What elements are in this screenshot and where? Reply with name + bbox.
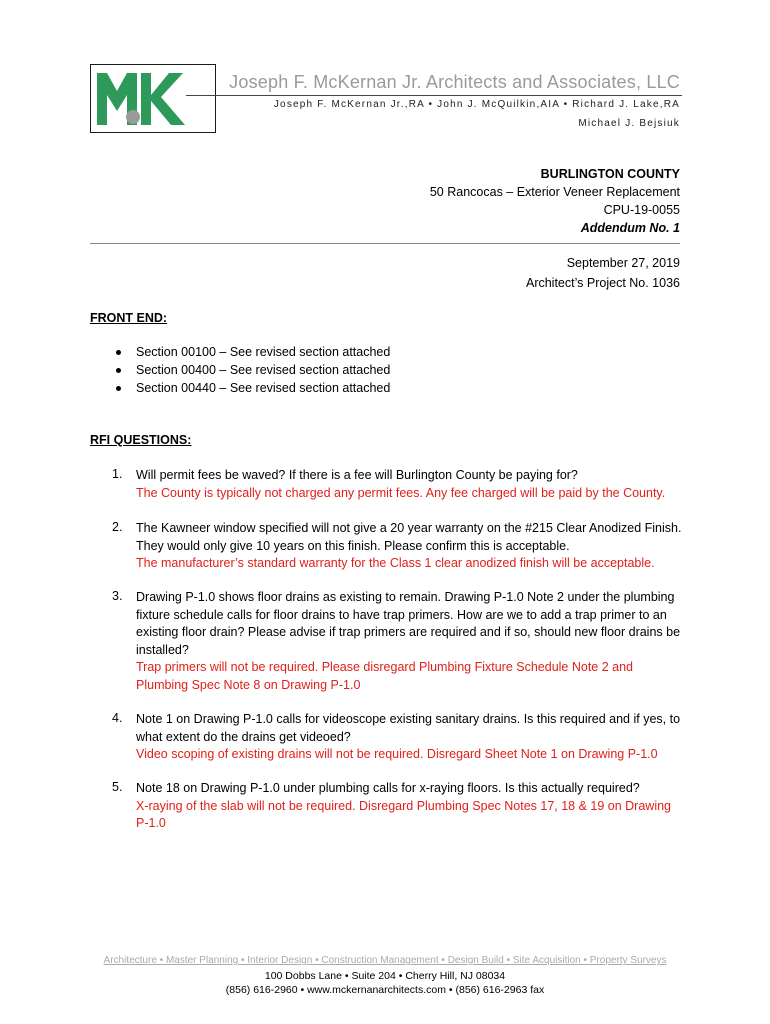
footer-services: Architecture • Master Planning • Interior Design • Construction Management • Design Build • Site Acquisition • Property Surveys — [103, 955, 667, 966]
footer-address: 100 Dobbs Lane • Suite 204 • Cherry Hill, NJ 08034 — [264, 970, 506, 982]
front-end-heading: FRONT END: — [90, 311, 168, 325]
rfi-answer: Trap primers will not be required. Please disregard Plumbing Fixture Schedule Note 2 and Plumbing Spec Note 8 on Drawing P-1.0 — [136, 660, 634, 692]
rfi-question: Drawing P-1.0 shows floor drains as existing to remain. Drawing P-1.0 Note 2 under the plumbing fixture schedule calls for floor drains to have trap primers. How are we to add a trap primer to an existing floor drain? Please advise if trap primers are required and if so, should new floor drains be installed? — [136, 590, 681, 657]
footer-contact: (856) 616-2960 • www.mckernanarchitects.com • (856) 616-2963 fax — [225, 984, 545, 996]
rfi-question: The Kawneer window specified will not give a 20 year warranty on the #215 Clear Anodized Finish. They would only give 10 years on this finish. Please confirm this is acceptable. — [136, 521, 682, 553]
project-number: CPU-19-0055 — [603, 203, 680, 217]
rfi-item — [136, 589, 686, 695]
rfi-question: Note 18 on Drawing P-1.0 under plumbing calls for x-raying floors. Is this actually required? — [136, 781, 640, 795]
rfi-answer: X-raying of the slab will not be required. Disregard Plumbing Spec Notes 17, 18 & 19 on Drawing P-1.0 — [136, 798, 672, 831]
rfi-number: 5. — [112, 780, 123, 794]
bullet-icon — [116, 350, 121, 355]
front-end-item: Section 00400 – See revised section attached — [136, 363, 391, 377]
firm-logo — [90, 64, 216, 133]
divider — [90, 243, 680, 244]
front-end-item: Section 00100 – See revised section attached — [136, 345, 391, 359]
letterhead-rule — [186, 95, 682, 96]
project-title: 50 Rancocas – Exterior Veneer Replacement — [429, 185, 680, 199]
rfi-question: Will permit fees be waved? If there is a fee will Burlington County be paying for? — [136, 468, 578, 482]
bullet-icon — [116, 386, 121, 391]
rfi-number: 4. — [112, 711, 123, 725]
front-end-item: Section 00440 – See revised section attached — [136, 381, 391, 395]
rfi-number: 3. — [112, 589, 123, 603]
rfi-heading: RFI QUESTIONS: — [90, 433, 192, 447]
principals-line-1: Joseph F. McKernan Jr.,RA • John J. McQuilkin,AIA • Richard J. Lake,RA — [273, 99, 680, 110]
mk-logo-icon — [91, 65, 215, 132]
rfi-item — [136, 467, 686, 502]
rfi-item — [136, 711, 686, 764]
firm-name: Joseph F. McKernan Jr. Architects and Associates, LLC — [229, 72, 680, 92]
addendum-date: September 27, 2019 — [566, 256, 680, 270]
rfi-item — [136, 780, 686, 833]
rfi-question: Note 1 on Drawing P-1.0 calls for videoscope existing sanitary drains. Is this required and if yes, to what extent do the drains get videoed? — [136, 712, 681, 744]
rfi-answer: The manufacturer’s standard warranty for the Class 1 clear anodized finish will be acceptable. — [136, 556, 655, 571]
rfi-item — [136, 520, 686, 573]
project-owner: BURLINGTON COUNTY — [540, 167, 680, 181]
rfi-answer: The County is typically not charged any permit fees. Any fee charged will be paid by the County. — [136, 485, 666, 500]
rfi-answer: Video scoping of existing drains will not be required. Disregard Sheet Note 1 on Drawing P-1.0 — [136, 747, 658, 762]
architect-project-number: Architect’s Project No. 1036 — [525, 276, 680, 290]
bullet-icon — [116, 368, 121, 373]
principals-line-2: Michael J. Bejsiuk — [578, 118, 680, 129]
rfi-number: 2. — [112, 520, 123, 534]
addendum-number: Addendum No. 1 — [580, 221, 680, 235]
rfi-number: 1. — [112, 467, 123, 481]
